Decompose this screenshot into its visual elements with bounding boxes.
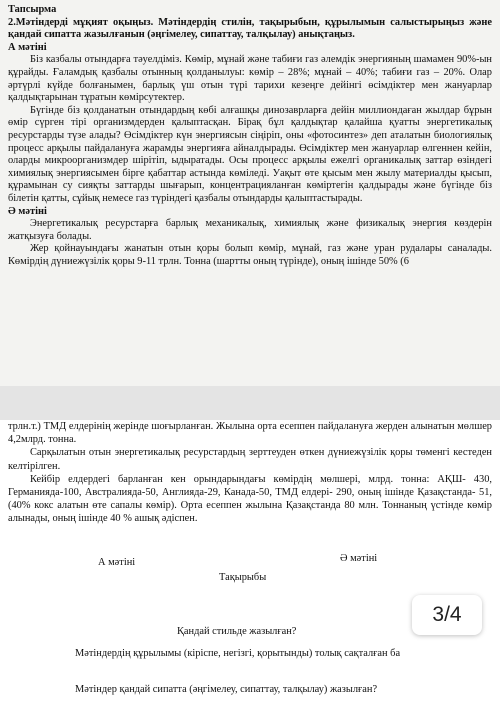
text-b-paragraph-4: Кейбір елдердегі барланған кен орындарындағы көмірдің мөлшері, млрд. тонна: АҚШ- 430, Германияда-100, Австралияда-50, Англияда-29, Канада-50, ТМД елдері- 290, оның ішінде Қазақстанда- 51, (40% кокс алатын өте сапалы көмір). Орта есеппен жылына Қазақстанда 80 млн. Тоннаның үстінде көмір алынады, оның ішінде 40 % ашық әдіспен.	[8, 473, 492, 525]
text-a-title: А мәтіні	[8, 41, 47, 53]
page-break-gap	[0, 386, 500, 420]
text-b-title: Ә мәтіні	[8, 205, 47, 217]
text-b-paragraph-2: Жер қойнауындағы жанатын отын қоры болып көмір, мұнай, газ және уран рудалары саналады. Көмірдің дүниежүзілік қоры 9-11 трлн. Тонна (шартты оның түрінде), оның ішінде 50% (6	[8, 243, 492, 267]
page-bottom-section	[0, 420, 500, 721]
text-a-paragraph-1: Біз казбалы отындарға тәуелдіміз. Көмір, мұнай және табиғи газ әлемдік энергияның шамамен 90%-ын құрайды. Ғаламдық қазбалы отынның қолданылуы: көмір – 28%; мұнай – 40%; табиғи газ – 20%. Олар әртүрлі күйде болғанымен, барлық үш отын түрі тарихи кезеңге дейінгі өсімдіктер мен жануарлар қалдықтарынан тұратын көмірсутектер.	[8, 54, 492, 104]
task-text: 2.Мәтіндерді мұқият оқыңыз. Мәтіндердің стилін, тақырыбын, құрылымын салыстырыңыз және қандай сипатта жазылғанын (әңгімелеу, сипаттау, талқылау) анықтаңыз.	[8, 16, 492, 41]
text-a-paragraph-2: Бүгінде біз қолданатын отындардың көбі алғашқы динозаврларға дейін миллиондаған жылдар бұрын өмір сүрген тірі организмдерден қалыптасқан. Бірақ бұл қалдықтар қалайша қуатты энергетикалық ресурстарды түзе алады? Өсімдіктер күн энергиясын сіңіріп, оны «фотосинтез» деп аталатын биологиялық процесс арқылы пайдалануға жарамды энергияға айналдырады. Өсімдіктер мен жануарлар өлгеннен кейін, оларды микроорганизмдер шірітіп, ыдыратады. Осы процесс арқылы ежелгі органикалық заттар өзіндегі химиялық энергиясымен бірге қабаттар астында көміледі. Уақыт өте қысым мен жылу материалды қысып, құрамынан су сияқты заттарды шығарып, концентрацияланған көміртегін қалдырады және бүгінде біз білетін қатты, сұйық немесе газ түріндегі қазбалы отындарды қалыптастырады.	[8, 104, 492, 204]
text-b-paragraph-3: Сарқылатын отын энергетикалық ресурстардың зерттеуден өткен дүниежүзілік қоры төменгі кестеден келтірілген.	[8, 447, 492, 472]
text-b-paragraph-1: Энергетикалық ресурстарға барлық механикалық, химиялық және физикалық энергия көздерін жатқызуға болады.	[8, 218, 492, 242]
table-row-type: Мәтіндер қандай сипатта (әңгімелеу, сипаттау, талқылау) жазылған?	[75, 684, 378, 695]
table-col-b-header: Ә мәтіні	[340, 553, 378, 564]
table-col-a-header: А мәтіні	[98, 557, 136, 568]
table-row-style: Қандай стильде жазылған?	[177, 626, 297, 637]
heading: Тапсырма	[8, 4, 57, 15]
table-row-topic: Тақырыбы	[219, 572, 267, 583]
text-b-continuation: трлн.т.) ТМД елдерінің жерінде шоғырланған. Жылына орта есеппен пайдалануға жерден алынатын мөлшер 4,2млрд. тонна.	[8, 421, 492, 446]
table-row-structure: Мәтіндердің құрылымы (кіріспе, негізгі, қорытынды) толық сақталған ба	[75, 648, 401, 659]
page-indicator-badge: 3/4	[412, 595, 482, 635]
